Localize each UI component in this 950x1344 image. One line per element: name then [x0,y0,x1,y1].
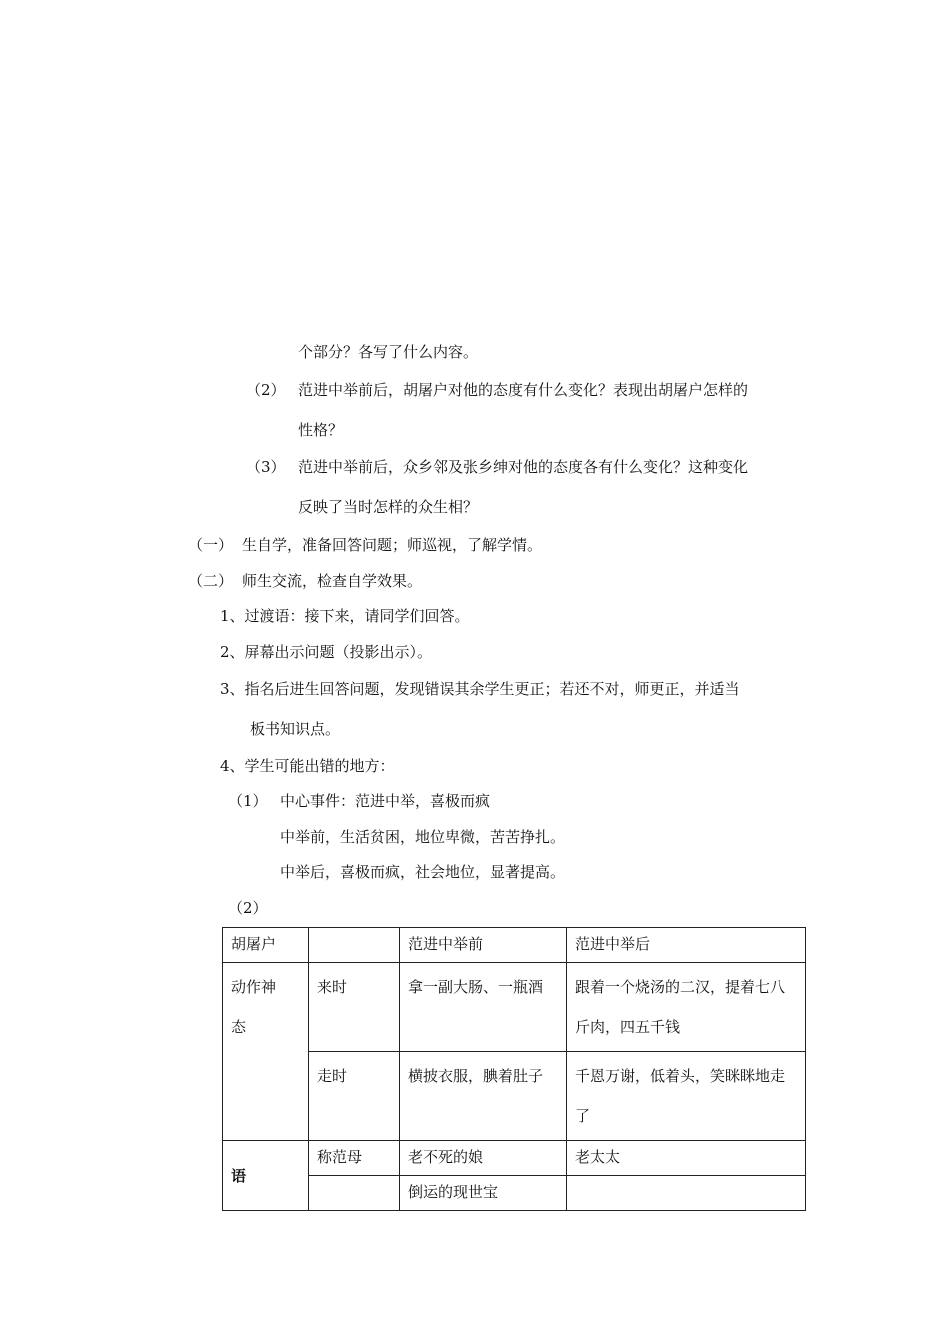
text-line: 范进中举前后，胡屠户对他的态度有什么变化？表现出胡屠户怎样的 [298,381,749,399]
item-number: （2） [228,899,268,917]
text-line: 中举前，生活贫困，地位卑微，苦苦挣扎。 [280,828,566,846]
table-row [223,928,806,963]
table-cell: 来时 [309,963,400,1052]
table-header-cell: 范进中举后 [567,928,806,963]
table-cell: 倒运的现世宝 [400,1176,567,1211]
item-number: （3） [246,458,286,476]
table-row [223,1052,806,1141]
table-cell [567,1176,806,1211]
text-line: 范进中举前后，众乡邻及张乡绅对他的态度各有什么变化？这种变化 [298,458,749,476]
table-header-cell: 胡屠户 [223,928,309,963]
section-number: （一） [188,536,234,554]
table-cell: 千恩万谢，低着头，笑眯眯地走了 [567,1052,806,1141]
table-cell: 称范母 [309,1141,400,1176]
section-text: 生自学，准备回答问题；师巡视，了解学情。 [242,536,543,554]
table-row [223,963,806,1052]
table-cell: 走时 [309,1052,400,1141]
text-line: 中举后，喜极而疯，社会地位，显著提高。 [280,863,566,881]
list-item: 3、指名后进生回答问题，发现错误其余学生更正；若还不对，师更正，并适当 [220,680,740,698]
table-cell: 语 [223,1141,309,1211]
comparison-table [222,927,806,1211]
section-text: 师生交流，检查自学效果。 [242,572,423,590]
table-cell: 动作神态 [223,963,309,1141]
table-cell: 老不死的娘 [400,1141,567,1176]
table-header-cell: 范进中举前 [400,928,567,963]
text-line: 性格？ [298,421,344,439]
table-cell: 拿一副大肠、一瓶酒 [400,963,567,1052]
section-number: （二） [188,572,234,590]
table-header-cell [309,928,400,963]
table-row [223,1141,806,1176]
list-item: 4、学生可能出错的地方： [220,757,395,775]
table-cell [309,1176,400,1211]
list-item-continued: 板书知识点。 [250,720,341,738]
text-line: 反映了当时怎样的众生相？ [298,498,479,516]
table-row [223,1176,806,1211]
table-cell: 老太太 [567,1141,806,1176]
text-line: 中心事件：范进中举，喜极而疯 [280,792,491,810]
item-number: （1） [228,792,268,810]
table-cell: 跟着一个烧汤的二汉，提着七八斤肉，四五千钱 [567,963,806,1052]
table-cell: 横披衣服，腆着肚子 [400,1052,567,1141]
list-item: 2、屏幕出示问题（投影出示）。 [220,643,433,661]
text-line: 个部分？各写了什么内容。 [298,343,479,361]
list-item: 1、过渡语：接下来，请同学们回答。 [220,607,470,625]
item-number: （2） [246,381,286,399]
